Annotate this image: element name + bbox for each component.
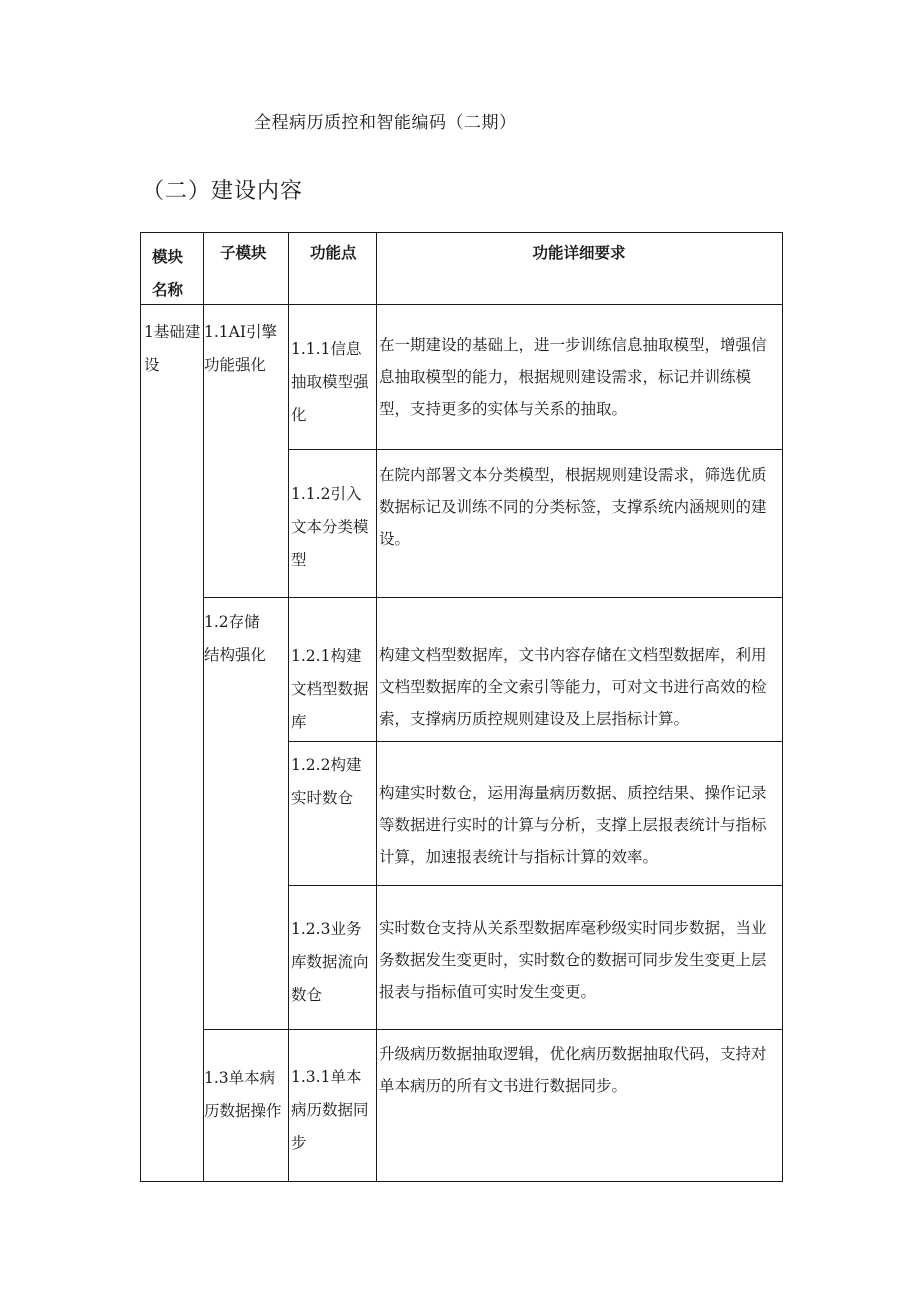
table-border-top [140, 232, 783, 233]
table-border-right [782, 232, 783, 1182]
document-title: 全程病历质控和智能编码（二期） [254, 113, 517, 133]
requirement-cell-1-2-2: 构建实时数仓，运用海量病历数据、质控结果、操作记录等数据进行实时的计算与分析，支撑上层报表统计与指标计算，加速报表统计与指标计算的效率。 [379, 784, 767, 866]
header-divider [140, 304, 783, 305]
construction-content-table [140, 232, 783, 1182]
requirement-cell-1-1-2: 在院内部署文本分类模型，根据规则建设需求，筛选优质数据标记及训练不同的分类标签，支撑系统内涵规则的建设。 [379, 466, 767, 548]
row-divider-2 [203, 597, 783, 598]
feature-cell-1-1-2: 1.1.2引入文本分类模型 [291, 485, 369, 569]
feature-cell-1-2-3: 1.2.3业务库数据流向数仓 [291, 920, 369, 1004]
feature-cell-1-1-1: 1.1.1信息抽取模型强化 [291, 340, 369, 424]
row-divider-4 [288, 885, 783, 886]
header-feature: 功能点 [310, 244, 357, 262]
requirement-cell-1-1-1: 在一期建设的基础上，进一步训练信息抽取模型，增强信息抽取模型的能力，根据规则建设需求，标记并训练模型，支持更多的实体与关系的抽取。 [379, 336, 767, 418]
table-border-bottom [140, 1181, 783, 1182]
col-divider-3 [376, 232, 377, 1182]
row-divider-5 [203, 1029, 783, 1030]
section-heading: （二）建设内容 [142, 179, 304, 204]
submodule-cell-3: 1.3单本病历数据操作 [204, 1069, 282, 1120]
feature-cell-1-2-2: 1.2.2构建实时数仓 [291, 756, 362, 807]
requirement-cell-1-3-1: 升级病历数据抽取逻辑，优化病历数据抽取代码，支持对单本病历的所有文书进行数据同步。 [379, 1045, 767, 1095]
module-name-cell: 1基础建设 [144, 323, 201, 374]
row-divider-1 [288, 449, 783, 450]
requirement-cell-1-2-3: 实时数仓支持从关系型数据库毫秒级实时同步数据，当业务数据发生变更时，实时数仓的数据可同步发生变更上层报表与指标值可实时发生变更。 [379, 919, 767, 1001]
feature-cell-1-2-1: 1.2.1构建文档型数据库 [291, 647, 369, 731]
feature-cell-1-3-1: 1.3.1单本病历数据同步 [291, 1068, 369, 1152]
header-module-name: 模块名称 [152, 248, 184, 299]
header-requirement: 功能详细要求 [532, 244, 626, 262]
submodule-cell-1: 1.1AI引擎功能强化 [204, 323, 277, 374]
table-border-left [140, 232, 141, 1182]
row-divider-3 [288, 741, 783, 742]
requirement-cell-1-2-1: 构建文档型数据库，文书内容存储在文档型数据库，利用文档型数据库的全文索引等能力，可对文书进行高效的检索，支撑病历质控规则建设及上层指标计算。 [379, 646, 767, 728]
header-submodule: 子模块 [220, 244, 267, 262]
submodule-cell-2: 1.2存储结构强化 [204, 613, 267, 664]
